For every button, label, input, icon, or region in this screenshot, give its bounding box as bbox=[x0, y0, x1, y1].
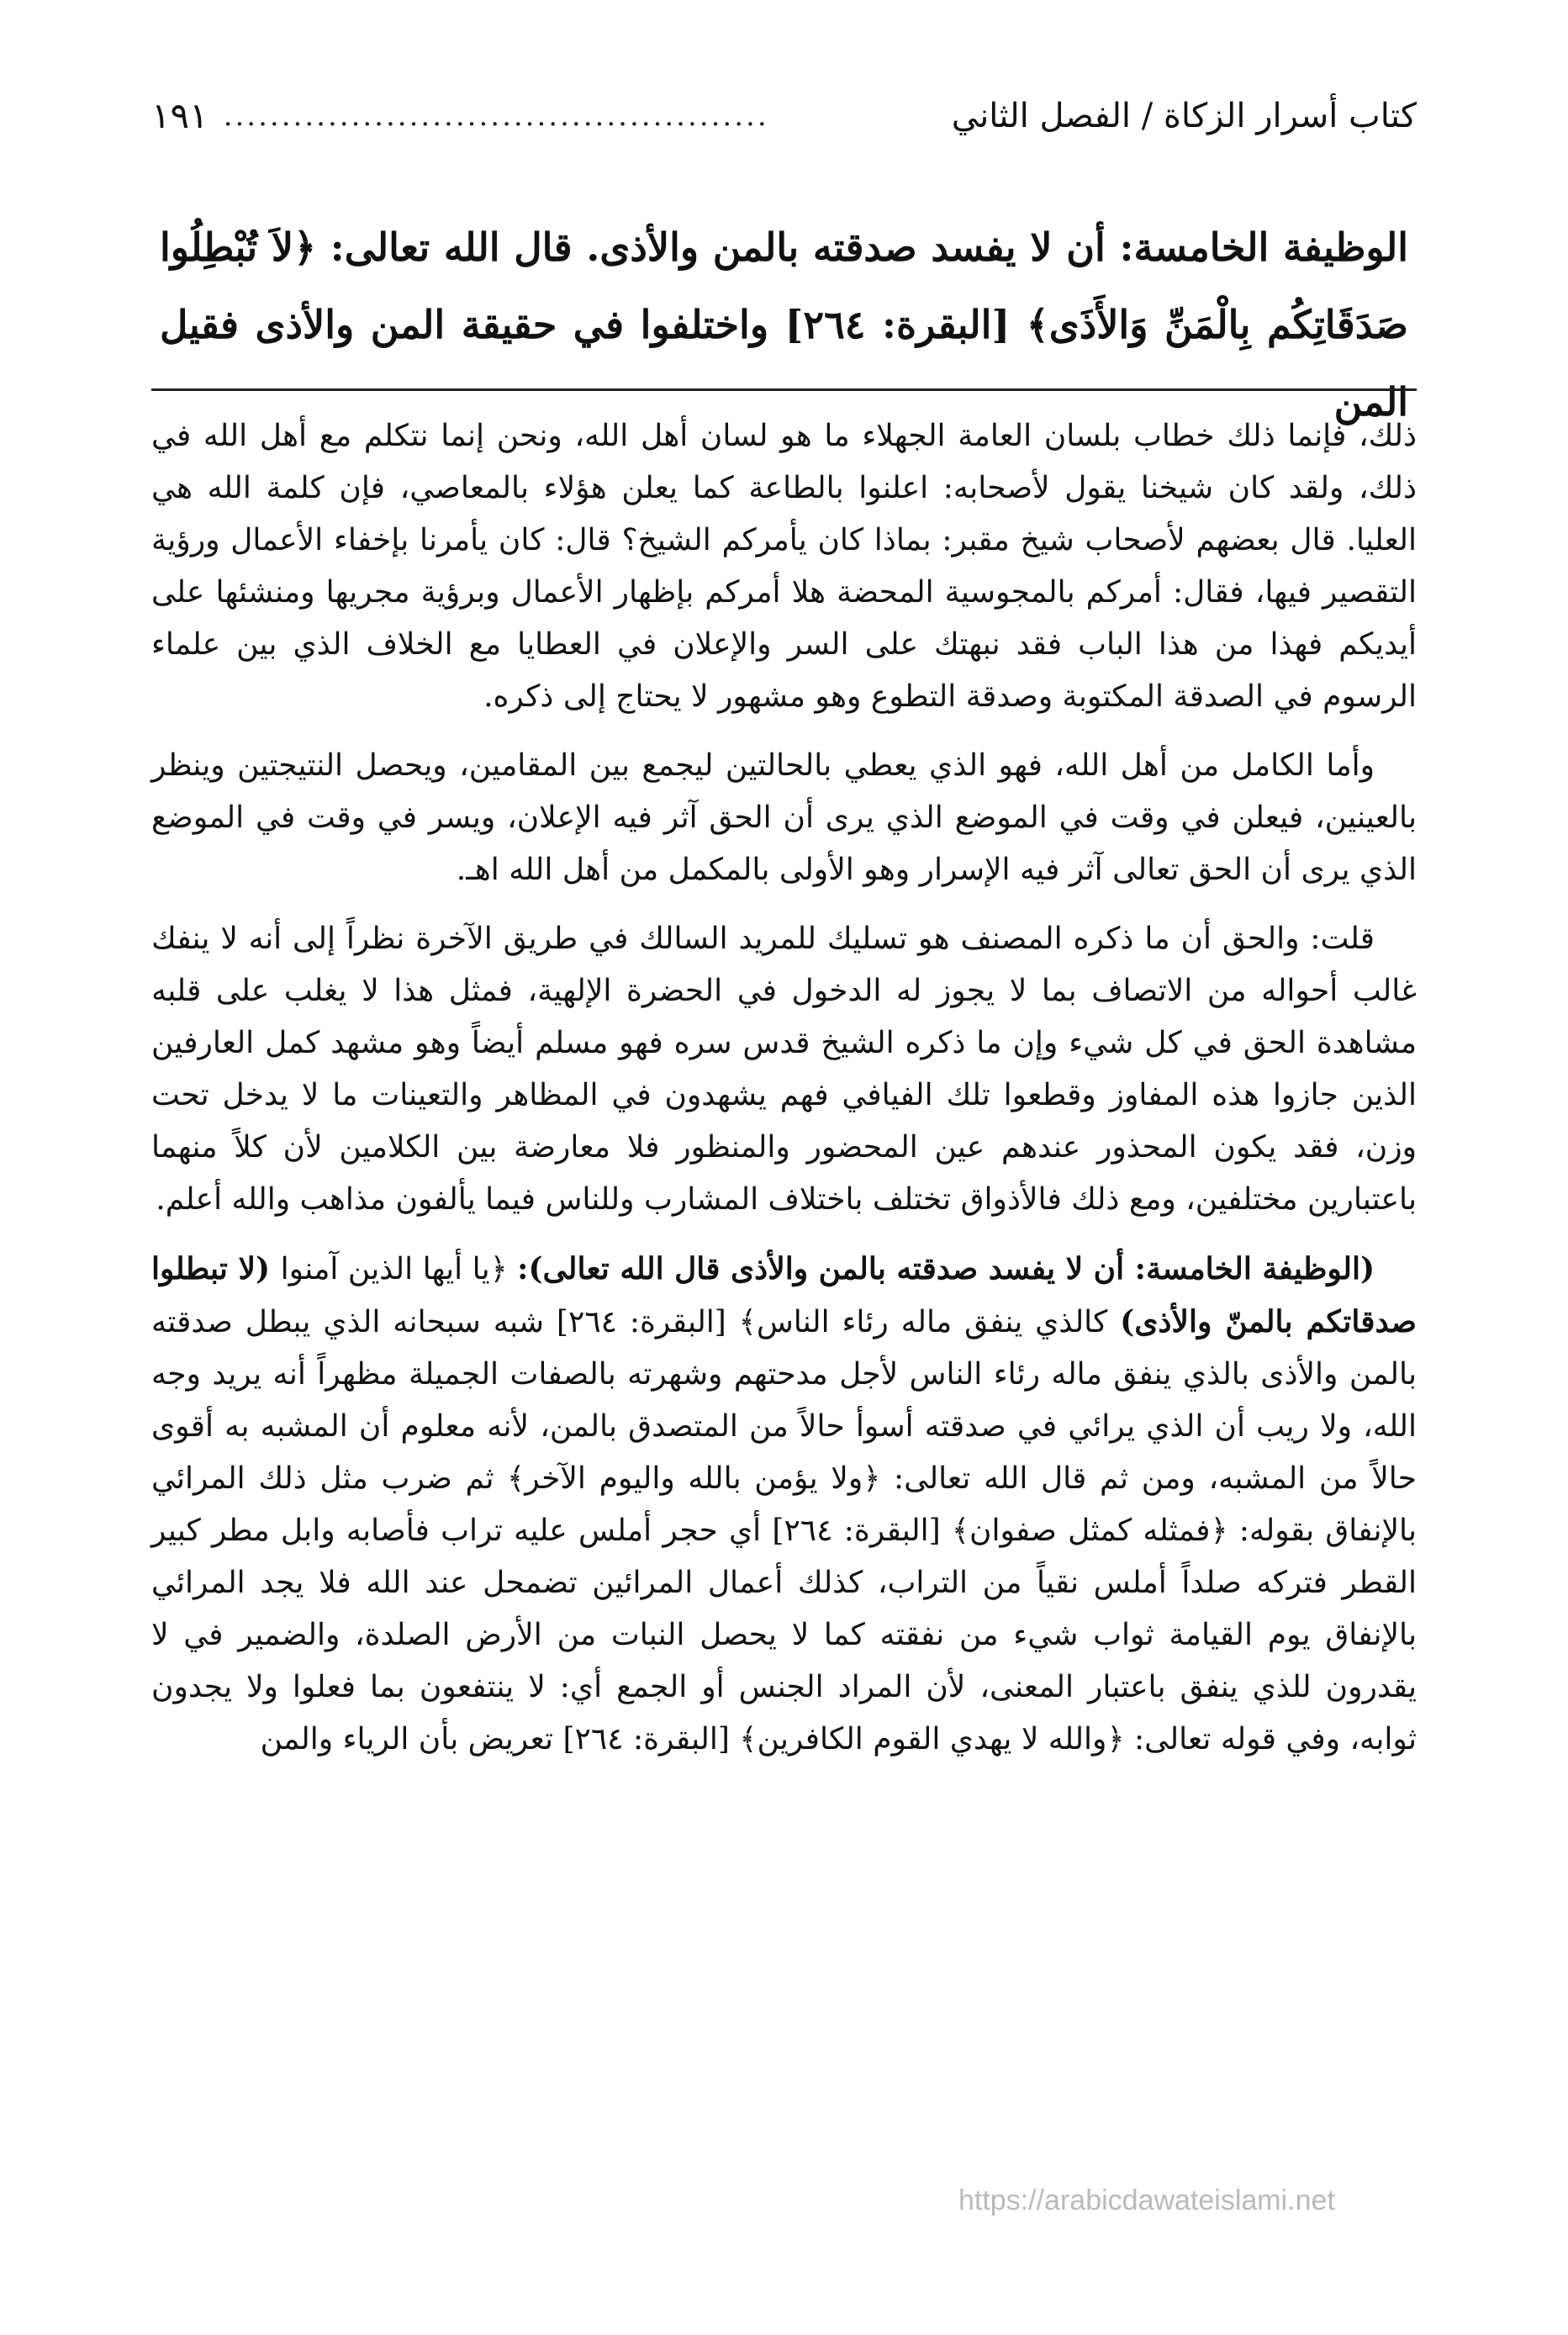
main-text bbox=[160, 209, 1408, 441]
running-header-title: كتاب أسرار الزكاة / الفصل الثاني bbox=[951, 97, 1417, 135]
paragraph-4-quote: ﴿يا أيها الذين آمنوا bbox=[280, 1252, 518, 1286]
commentary-paragraph-1: ذلك، فإنما ذلك خطاب بلسان العامة الجهلاء ما هو لسان أهل الله، ونحن إنما نتكلم مع أهل الله في ذلك، ولقد كان شيخنا يقول لأصحابه: اعلنوا بالطاعة كما يعلن هؤلاء بالمعاصي، فإن كلمة الله هي العليا. قال بعضهم لأصحاب شيخ مقبر: بماذا كان يأمركم الشيخ؟ قال: كان يأمرنا بإخفاء الأعمال ورؤية التقصير فيها، فقال: أمركم بالمجوسية المحضة هلا أمركم بإظهار الأعمال وبرؤية مجريها ومنشئها على أيديكم فهذا من هذا الباب فقد نبهتك على السر والإعلان في العطايا مع الخلاف الذي بين علماء الرسوم في الصدقة المكتوبة وصدقة التطوع وهو مشهور لا يحتاج إلى ذكره. bbox=[151, 419, 1417, 714]
paragraph-4-heading: (الوظيفة الخامسة: أن لا يفسد صدقته بالمن والأذى قال الله تعالى): bbox=[517, 1251, 1375, 1286]
page-number: ١٩١ bbox=[151, 95, 209, 136]
separator-rule bbox=[151, 388, 1417, 391]
watermark-url: https://arabicdawateislami.net bbox=[958, 2184, 1335, 2216]
commentary-paragraph-2: وأما الكامل من أهل الله، فهو الذي يعطي بالحالتين ليجمع بين المقامين، ويحصل النتيجتين وينظر بالعينين، فيعلن في وقت في الموضع الذي يرى أن الحق آثر فيه الإعلان، ويسر في وقت في الموضع الذي يرى أن الحق تعالى آثر فيه الإسرار وهو الأولى بالمكمل من أهل الله اهـ. bbox=[151, 748, 1417, 887]
paragraph-4-matn: (لا تبطلوا صدقاتكم بالمنّ والأذى) bbox=[151, 1251, 1417, 1339]
main-text-lead: الوظيفة الخامسة: bbox=[1119, 225, 1408, 270]
commentary-paragraph-4 bbox=[151, 1243, 1417, 1766]
running-header bbox=[151, 91, 1417, 141]
paragraph-4-body: كالذي ينفق ماله رئاء الناس﴾ [البقرة: ٢٦٤] شبه سبحانه الذي يبطل صدقته بالمن والأذى بالذي ينفق ماله رئاء الناس لأجل مدحتهم وشهرته بالصفات الجميلة مظهراً أنه يريد وجه الله، ولا ريب أن الذي يرائي في صدقته أسوأ حالاً من المتصدق بالمن، لأنه معلوم أن المشبه به أقوى حالاً من المشبه، ومن ثم قال الله تعالى: ﴿ولا يؤمن بالله واليوم الآخر﴾ ثم ضرب مثل ذلك المرائي بالإنفاق بقوله: ﴿فمثله كمثل صفوان﴾ [البقرة: ٢٦٤] أي حجر أملس عليه تراب فأصابه وابل مطر كبير القطر فتركه صلداً أملس نقياً من التراب، كذلك أعمال المرائين تضمحل عند الله فلا يجد المرائي بالإنفاق يوم القيامة ثواب شيء من نفقته كما لا يحصل النبات من الأرض الصلدة، والضمير في لا يقدرون للذي ينفق باعتبار المعنى، لأن المراد الجنس أو الجمع أي: لا ينتفعون بما فعلوا ولا يجدون ثوابه، وفي قوله تعالى: ﴿والله لا يهدي القوم الكافرين﴾ [البقرة: ٢٦٤] تعريض بأن الرياء والمن bbox=[151, 1305, 1417, 1757]
leader-dots: ............................................... bbox=[223, 99, 769, 133]
commentary-paragraph-3: قلت: والحق أن ما ذكره المصنف هو تسليك للمريد السالك في طريق الآخرة نظراً إلى أنه لا ينفك غالب أحواله من الاتصاف بما لا يجوز له الدخول في الحضرة الإلهية، فمثل هذا لا يغلب على قلبه مشاهدة الحق في كل شيء وإن ما ذكره الشيخ قدس سره فهو مسلم أيضاً وهو مشهد كمل العارفين الذين جازوا هذه المفاوز وقطعوا تلك الفيافي فهم يشهدون في المظاهر والتعينات ما لا يدخل تحت وزن، فقد يكون المحذور عندهم عين المحضور والمنظور فلا معارضة بين الكلامين لأن كلاً منهما باعتبارين مختلفين، ومع ذلك فالأذواق تختلف باختلاف المشارب وللناس فيما يألفون مذاهب والله أعلم. bbox=[151, 922, 1417, 1217]
main-text-body: أن لا يفسد صدقته بالمن والأذى. قال الله تعالى: ﴿لاَ تُبْطِلُوا صَدَقَاتِكُم بِالْمَنِّ وَالأَذَى﴾ [البقرة: ٢٦٤] واختلفوا في حقيقة المن والأذى فقيل المن bbox=[160, 225, 1408, 425]
commentary bbox=[151, 410, 1417, 1783]
